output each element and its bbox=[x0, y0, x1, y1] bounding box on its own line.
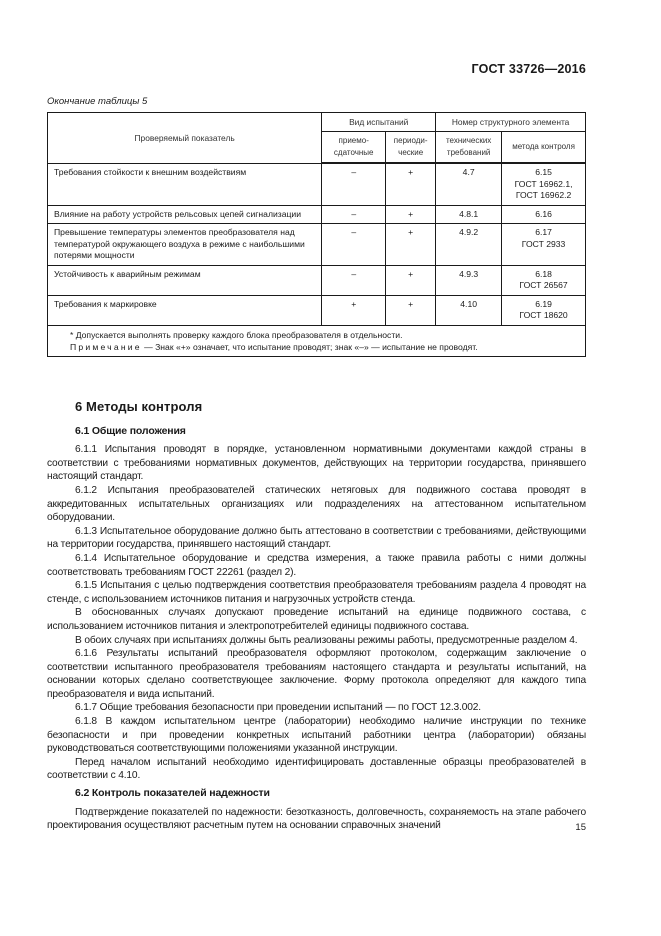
method-ref: 6.17 bbox=[535, 227, 552, 237]
paragraph: Перед началом испытаний необходимо идентифицировать доставленные образцы преобразователей в соответствии с 4.10. bbox=[47, 756, 586, 782]
header-tech-requirements: технических требований bbox=[436, 132, 502, 164]
header-periodic: периоди-ческие bbox=[386, 132, 436, 164]
table-row bbox=[48, 224, 586, 266]
cell-periodic: + bbox=[386, 205, 436, 224]
cell-periodic: + bbox=[386, 295, 436, 325]
paragraph: 6.1.2 Испытания преобразователей статических нетяговых для подвижного состава проводят в аккредитованных испытательных организациях или подразделениях на аттестованном испытательном оборудовании. bbox=[47, 484, 586, 524]
cell-indicator: Требования стойкости к внешним воздействиям bbox=[48, 163, 322, 205]
cell-periodic: + bbox=[386, 224, 436, 266]
table-footnote: * Допускается выполнять проверку каждого блока преобразователя в отдельности. bbox=[70, 329, 403, 340]
header-structural-element: Номер структурного элемента bbox=[436, 113, 586, 132]
cell-control-method bbox=[502, 265, 586, 295]
section-title: 6 Методы контроля bbox=[75, 399, 203, 414]
method-ref: 6.16 bbox=[535, 208, 552, 219]
header-acceptance: приемо-сдаточные bbox=[322, 132, 386, 164]
document-code: ГОСТ 33726—2016 bbox=[471, 62, 586, 76]
paragraph: 6.1.4 Испытательное оборудование и средства измерения, а также правила работы с ними должны соответствовать требованиям ГОСТ 22261 (раздел 2). bbox=[47, 552, 586, 578]
paragraph: В обоих случаях при испытаниях должны быть реализованы режимы работы, предусмотренные разделом 4. bbox=[75, 634, 578, 646]
cell-tech-requirements: 4.8.1 bbox=[436, 205, 502, 224]
method-ref: ГОСТ 2933 bbox=[521, 238, 566, 249]
cell-periodic: + bbox=[386, 163, 436, 205]
cell-control-method bbox=[502, 224, 586, 266]
method-ref: 6.18 bbox=[535, 268, 552, 279]
table-row bbox=[48, 265, 586, 295]
cell-tech-requirements: 4.9.3 bbox=[436, 265, 502, 295]
table-row bbox=[48, 295, 586, 325]
cell-indicator: Влияние на работу устройств рельсовых цепей сигнализации bbox=[48, 205, 322, 224]
method-ref: ГОСТ 16962.1, bbox=[514, 178, 573, 189]
paragraph: В обоснованных случаях допускают проведение испытаний на единице подвижного состава, с использованием источников питания и электропотребителей единицы подвижного состава. bbox=[47, 607, 586, 632]
paragraph: 6.1.5 Испытания с целью подтверждения соответствия преобразователя требованиям раздела 4 проводят на стенде, с использованием источников питания и нагрузочных устройств стенда. bbox=[47, 580, 586, 605]
table-row bbox=[48, 205, 586, 224]
note-text: — Знак «+» означает, что испытание проводят; знак «–» — испытание не проводят. bbox=[141, 341, 478, 352]
paragraph: 6.1.6 Результаты испытаний преобразователя оформляют протоколом, содержащим заключение о соответствии испытанного преобразователя требованиям настоящего стандарта и результаты испытаний, на основании которых сделано соответствующее заключение. Форму протокола определяют для каждого типа преобразователя и вида испытаний. bbox=[47, 648, 586, 700]
cell-acceptance: – bbox=[322, 224, 386, 266]
section-6 bbox=[47, 400, 586, 833]
method-ref: ГОСТ 18620 bbox=[519, 310, 568, 320]
method-ref: ГОСТ 26567 bbox=[519, 280, 568, 290]
method-ref: ГОСТ 16962.2 bbox=[515, 190, 572, 200]
paragraph: 6.1.3 Испытательное оборудование должно быть аттестовано в соответствии с требованиями, действующими на территории государства, принявшего настоящий стандарт. bbox=[47, 525, 586, 551]
cell-tech-requirements: 4.10 bbox=[436, 295, 502, 325]
cell-acceptance: + bbox=[322, 295, 386, 325]
cell-control-method bbox=[502, 163, 586, 205]
paragraph: 6.1.7 Общие требования безопасности при проведении испытаний — по ГОСТ 12.3.002. bbox=[75, 702, 481, 714]
subsection-title: 6.1 Общие положения bbox=[75, 424, 186, 437]
cell-tech-requirements: 4.9.2 bbox=[436, 224, 502, 266]
table-note bbox=[70, 341, 575, 353]
cell-acceptance: – bbox=[322, 205, 386, 224]
cell-control-method bbox=[502, 205, 586, 224]
cell-tech-requirements: 4.7 bbox=[436, 163, 502, 205]
cell-acceptance: – bbox=[322, 163, 386, 205]
paragraph: 6.1.8 В каждом испытательном центре (лаборатории) необходимо наличие инструкции по технике безопасности и при проведении конкретных испытаний работники центра (лаборатории) обязаны руководствоваться соответствующими положениями указанной инструкции. bbox=[47, 716, 586, 755]
table-caption: Окончание таблицы 5 bbox=[47, 96, 148, 107]
cell-indicator: Требования к маркировке bbox=[48, 295, 322, 325]
cell-periodic: + bbox=[386, 265, 436, 295]
cell-acceptance: – bbox=[322, 265, 386, 295]
method-ref: 6.15 bbox=[535, 167, 552, 177]
cell-indicator: Превышение температуры элементов преобразователя над температурой окружающего воздуха в режиме с наибольшими потерями мощности bbox=[48, 224, 322, 266]
paragraph: Подтверждение показателей по надежности: безотказность, долговечность, сохраняемость на этапе рабочего проектирования осуществляют расчетным путем на основании справочных значений bbox=[47, 806, 586, 832]
page-number: 15 bbox=[575, 822, 586, 833]
cell-indicator: Устойчивость к аварийным режимам bbox=[48, 265, 322, 295]
note-label: Примечание bbox=[70, 341, 142, 352]
subsection-title: 6.2 Контроль показателей надежности bbox=[75, 787, 270, 800]
method-ref: 6.19 bbox=[535, 298, 552, 309]
table-row bbox=[48, 163, 586, 205]
header-indicator: Проверяемый показатель bbox=[48, 113, 322, 164]
header-test-type: Вид испытаний bbox=[322, 113, 436, 132]
paragraphs bbox=[47, 443, 586, 783]
cell-control-method bbox=[502, 295, 586, 325]
table-5 bbox=[47, 112, 586, 357]
table-notes bbox=[48, 325, 586, 356]
paragraph: 6.1.1 Испытания проводят в порядке, установленном нормативными документами каждой страны в соответствии с требованиями нормативных документов, действующих на территории государства, принявшего настоящий стандарт. bbox=[47, 444, 586, 483]
header-control-method: метода контроля bbox=[502, 132, 586, 164]
